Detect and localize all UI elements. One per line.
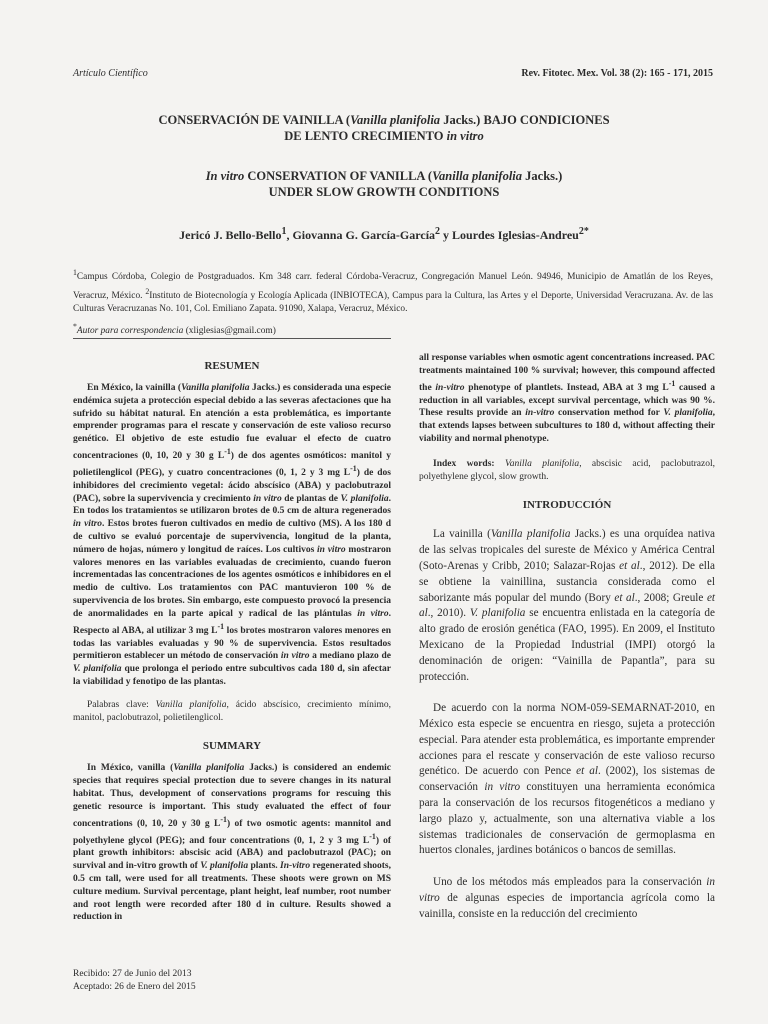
journal-citation: Rev. Fitotec. Mex. Vol. 38 (2): 165 - 171, 2015: [521, 68, 713, 79]
resumen-heading: RESUMEN: [204, 360, 260, 372]
right-column: [419, 352, 715, 923]
summary-text-continued: all response variables when osmotic agent concentrations increased. PAC treatments maintained 100 % survival; however, this compound affected the in-vitro phenotype of plantlets. Instead, ABA at 3 mg $L^{-1}$ caused a reduction in all variables, except survival percentage, which was 90 %. These results provide an in-vitro conservation method for V. planifolia, that extends lapses between subcultures to 180 d, without affecting their viability and normal phenotype.: [419, 353, 715, 444]
date-accepted: Aceptado: 26 de Enero del 2015: [73, 981, 196, 992]
intro-paragraph-1: La vainilla (Vanilla planifolia Jacks.) es una orquídea nativa de las selvas tropicales del sureste de México y América Central (Soto-Arenas y Cribb, 2010; Salazar-Rojas et al., 2012). De ella se obtiene la vainillina, sustancia considerada como el saborizante más popular del mundo (Bory et al., 2008; Greule et al., 2010). V. planifolia se encuentra enlistada en la categoría de alto grado de erosión genética (FAO, 1995). En 2009, el Instituto Mexicano de la Propiedad Industrial (IMPI) otorgó la denominación de origen: “Vainilla de Papantla”, para su protección.: [419, 528, 716, 683]
divider: [73, 338, 391, 339]
date-received: Recibido: 27 de Junio del 2013: [73, 969, 192, 979]
intro-heading: INTRODUCCIÓN: [522, 499, 612, 512]
corresponding-author: *Autor para correspondencia (xliglesias@gmail.com): [73, 322, 276, 337]
title-spanish: CONSERVACIÓN DE VAINILLA (Vanilla planifolia Jacks.) BAJO CONDICIONES DE LENTO CRECIMIENTO in vitro: [158, 113, 610, 143]
summary-heading: SUMMARY: [202, 740, 262, 753]
journal-section-label: Artículo Científico: [73, 68, 148, 79]
index-words: Index words: Vanilla planifolia, abscisic acid, paclobutrazol, polyethylene glycol, slow growth.: [419, 458, 716, 482]
resumen-text: En México, la vainilla (Vanilla planifolia Jacks.) es considerada una especie endémica sujeta a protección especial debido a las severas afectaciones que ha sufrido su hábitat natural. En atención a esta problemática, es importante emprender programas para el rescate y conservación de este valioso recurso genético. El objetivo de este estudio fue evaluar el efecto de cuatro concentraciones (0, 10, 20 y 30 g $L^{-1}$) de dos agentes osmóticos: manitol y polietilenglicol (PEG), y cuatro concentraciones (0, 1, 2 y 3 mg $L^{-1}$) de dos inhibidores del crecimiento vegetal: ácido abscísico (ABA) y paclobutrazol (PAC), sobre la supervivencia y crecimiento in vitro de plantas de V. planifolia. En todos los tratamientos se utilizaron brotes de 0.5 cm de altura regenerados in vitro. Estos brotes fueron cultivados en medio de cultivo (MS). A los 180 d de cultivo se evaluó porcentaje de supervivencia, longitud de la planta, número de hojas, número y longitud de raíces. Los cultivos in vitro mostraron valores menores en las variables evaluadas de crecimiento, cuando fueron incrementadas las concentraciones de los agentes osmóticos e inhibidores en el medio de cultivo. Los tratamientos con PAC mantuvieron 100 % de supervivencia de los brotes. Sin embargo, este compuesto provocó la presencia de anormalidades en la parte apical y radical de las plántulas in vitro. Respecto al ABA, al utilizar 3 mg $L^{-1}$ los brotes mostraron valores menores en todas las variables evaluadas y 90 % de supervivencia. Estos resultados permitieron establecer un método de conservación in vitro a mediano plazo de V. planifolia que prolonga el periodo entre subcultivos cada 180 d, sin afectar la viabilidad y fenotipo de las plantas.: [73, 383, 392, 687]
intro-paragraph-2: De acuerdo con la norma NOM-059-SEMARNAT-2010, en México esta especie se encuentra en riesgo, sujeta a protección especial. Para atender esta problemática, es importante emprender acciones para el rescate y conservación de este valioso recurso genético. De acuerdo con Pence et al. (2002), los sistemas de conservación in vitro constituyen una herramienta económica para la conservación de los recursos fitogenéticos a mediano y largo plazo y, actualmente, son una alternativa viable a los sistemas tradicionales de conservación de germoplasma en huertos clonales, jardines botánicos o bancos de semillas.: [419, 702, 715, 857]
title-english: In vitro CONSERVATION OF VANILLA (Vanilla planifolia Jacks.) UNDER SLOW GROWTH CONDITIONS: [205, 169, 563, 199]
palabras-clave: Palabras clave: Vanilla planifolia, ácido abscísico, crecimiento mínimo, manitol, paclobutrazol, polietilenglicol.: [73, 699, 391, 723]
submission-dates: [73, 968, 196, 993]
author-email[interactable]: (xliglesias@gmail.com): [183, 326, 276, 337]
author-list: Jericó J. Bello-Bello$^1$, Giovanna G. García-García$^2$ y Lourdes Iglesias-Andreu$^{2*}$: [179, 226, 589, 242]
intro-paragraph-3: Uno de los métodos más empleados para la conservación in vitro de algunas especies de importancia agrícola como la vainilla, consiste en la reducción del crecimiento: [419, 876, 715, 920]
affiliations: $^1$Campus Córdoba, Colegio de Postgraduados. Km 348 carr. federal Córdoba-Veracruz, Congregación Manuel León. 94946, Municipio de Amatlán de los Reyes, Veracruz, México. $^2$Instituto de Biotecnología y Ecología Aplicada (INBIOTECA), Campus para la Cultura, las Artes y el Deporte, Universidad Veracruzana. Av. de las Culturas Veracruzanas No. 101, Col. Emiliano Zapata. 91090, Xalapa, Veracruz, México.: [73, 268, 713, 315]
left-column: [73, 352, 391, 924]
summary-text: In México, vanilla (Vanilla planifolia Jacks.) is considered an endemic species that requires special protection due to severe changes in its natural habitat. Thus, development of conservations programs for rescuing this genetic resource is important. This study evaluated the effect of four concentrations (0, 10, 20 y 30 g $L^{-1}$) of two osmotic agents: mannitol and polyethylene glycol (PEG); and four concentrations (0, 1, 2 y 3 mg $L^{-1}$) of plant growth inhibitors: abscisic acid (ABA) and paclobutrazol (PAC); on survival and in-vitro growth of V. planifolia plants. In-vitro regenerated shoots, 0.5 cm tall, were used for all treatments. These shoots were grown on MS culture medium. Survival percentage, plant height, leaf number, root number and root length were recorded after 180 d in culture. Results showed a reduction in: [73, 763, 392, 923]
